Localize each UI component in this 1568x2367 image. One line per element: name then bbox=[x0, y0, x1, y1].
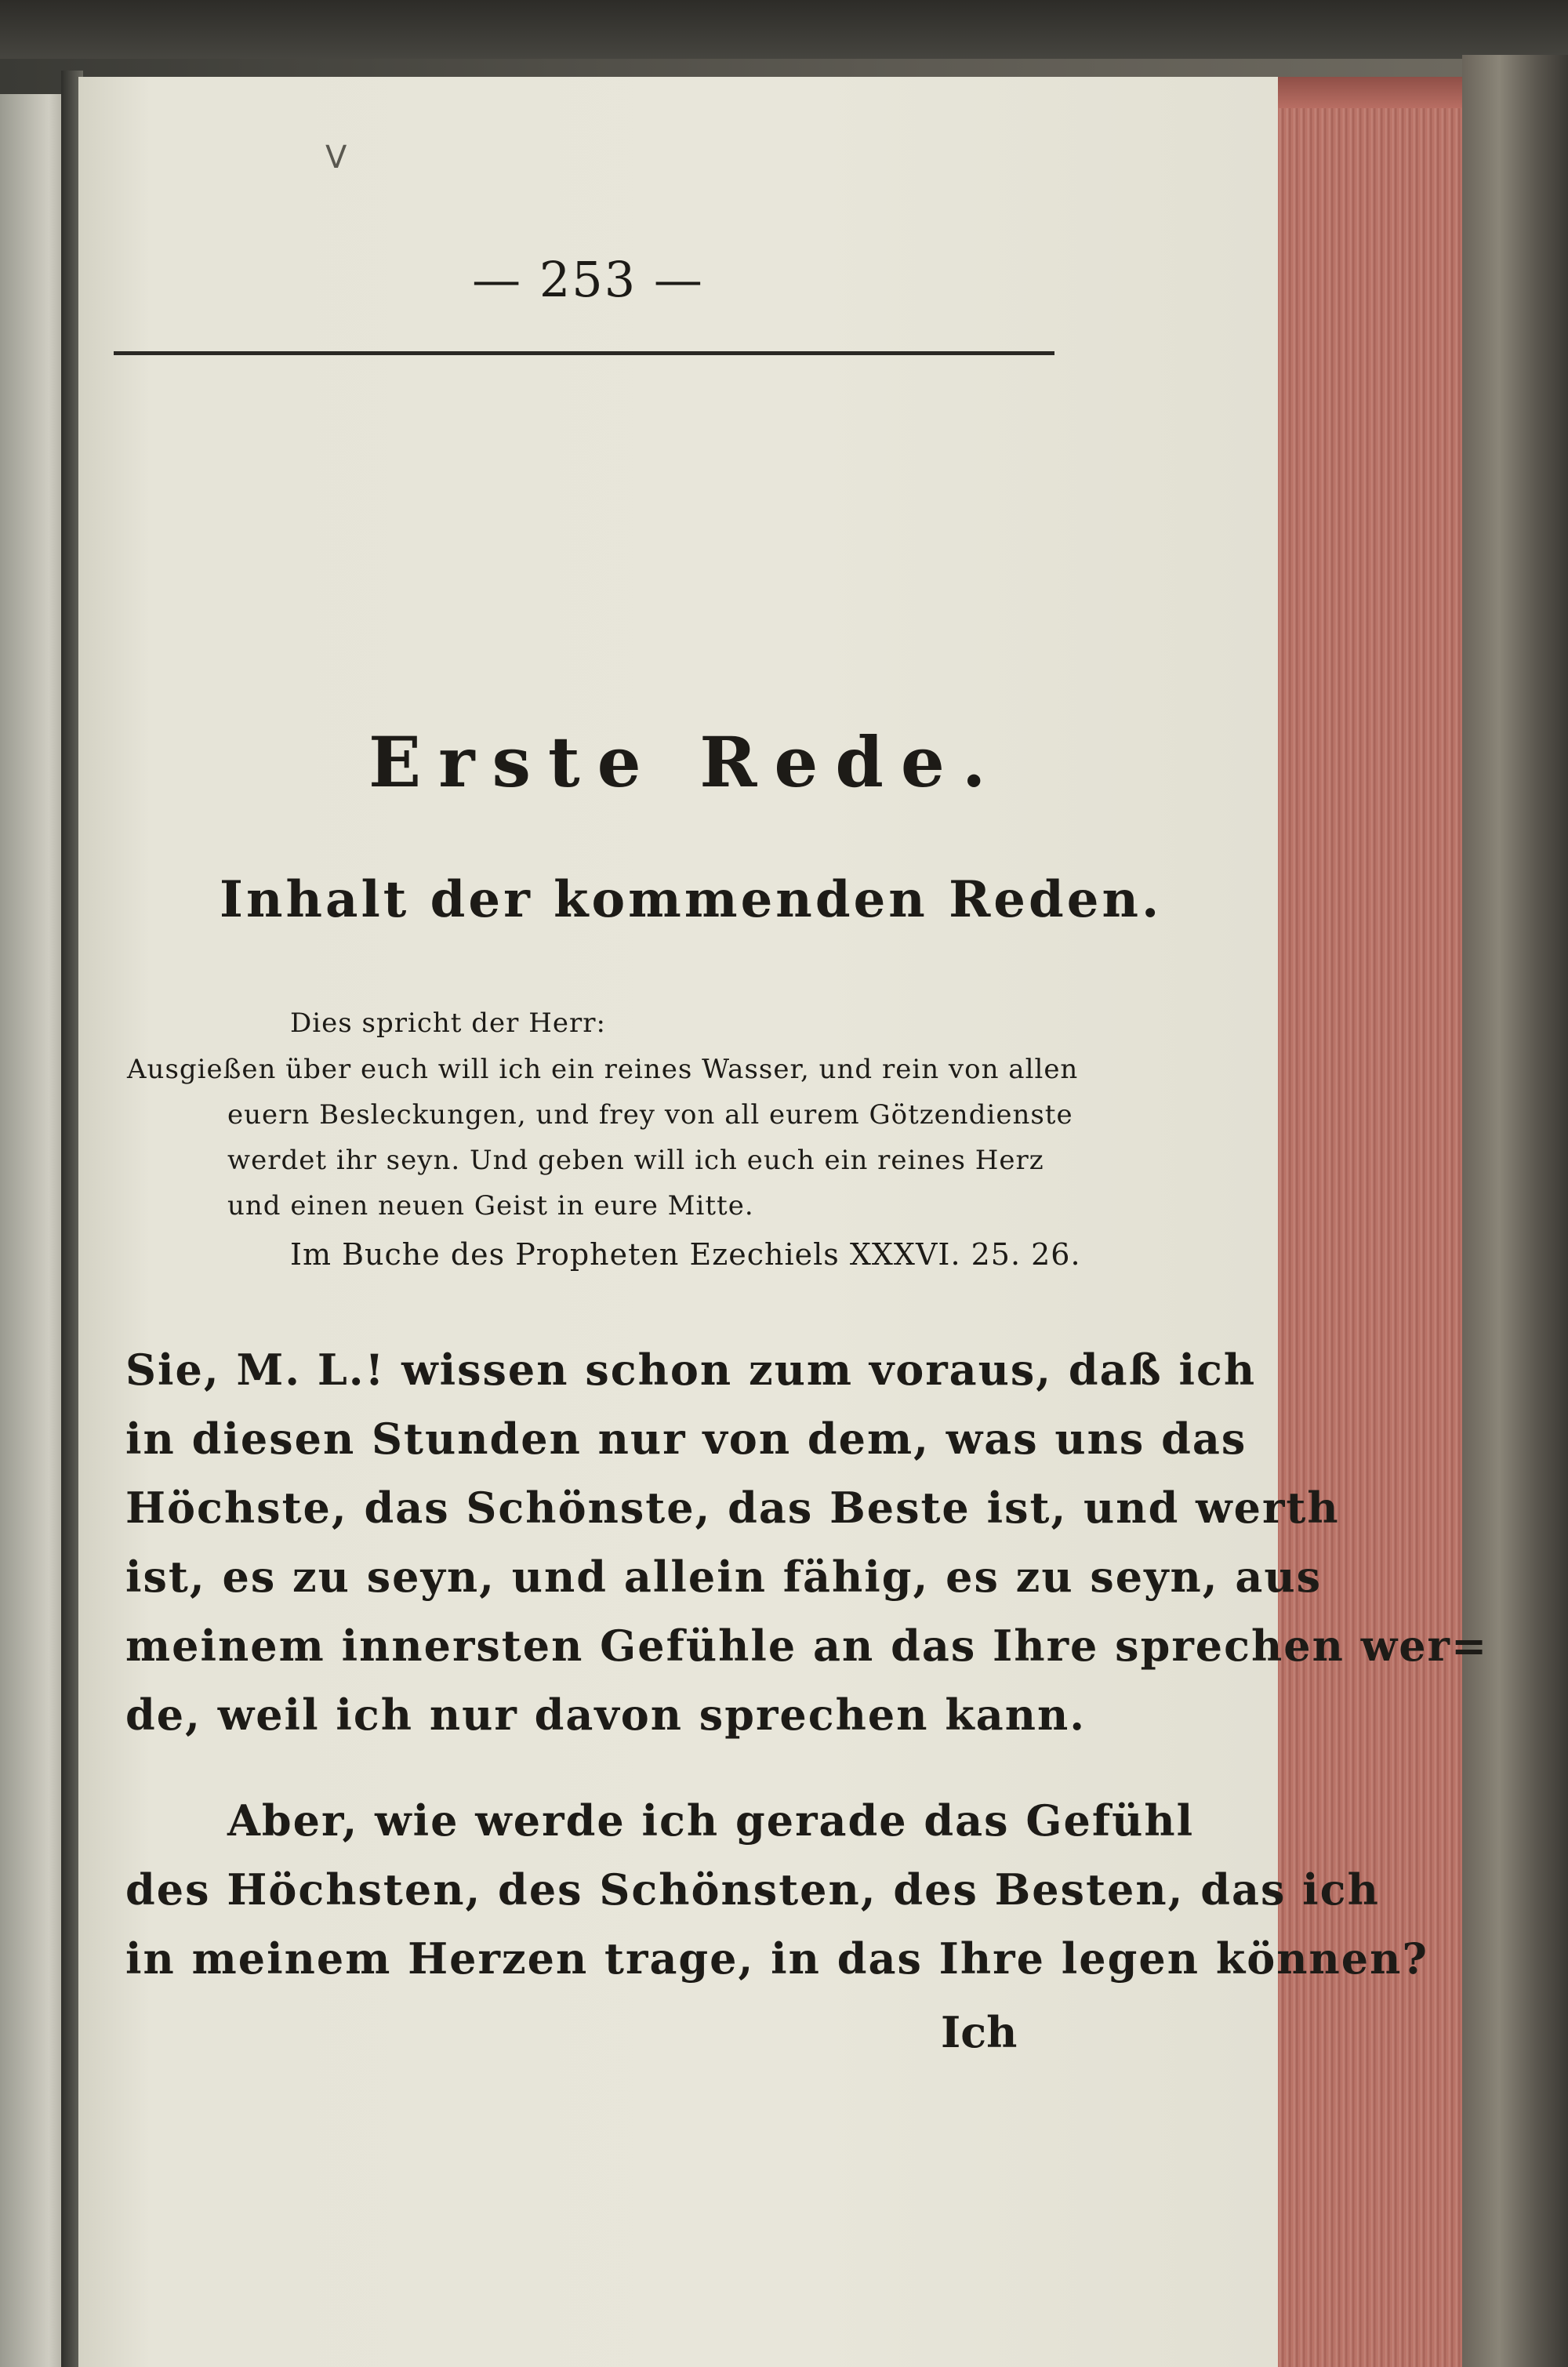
body-line: des Höchsten, des Schönsten, des Besten, das ich bbox=[125, 1864, 1380, 1915]
page-fore-edge bbox=[1278, 77, 1462, 2367]
body-line: in meinem Herzen trage, in das Ihre legen können? bbox=[125, 1933, 1429, 1984]
body-line: Aber, wie werde ich gerade das Gefühl bbox=[227, 1795, 1195, 1846]
body-line: in diesen Stunden nur von dem, was uns das bbox=[125, 1414, 1247, 1464]
body-line: ist, es zu seyn, und allein fähig, es zu seyn, aus bbox=[125, 1552, 1323, 1602]
pencil-mark: V bbox=[325, 140, 347, 176]
back-board bbox=[1462, 55, 1568, 2367]
quote-line: Dies spricht der Herr: bbox=[290, 1007, 606, 1039]
body-line: meinem innersten Gefühle an das Ihre sprechen wer= bbox=[125, 1621, 1489, 1671]
quote-line: werdet ihr seyn. Und geben will ich euch ein reines Herz bbox=[227, 1145, 1044, 1176]
fore-edge-top-shadow bbox=[1278, 77, 1462, 108]
quote-line: euern Besleckungen, und frey von all eurem Götzendienste bbox=[227, 1099, 1073, 1131]
left-page-edge bbox=[0, 94, 61, 2367]
body-line: Sie, M. L.! wissen schon zum voraus, daß ich bbox=[125, 1345, 1257, 1395]
chapter-subheading: Inhalt der kommenden Reden. bbox=[220, 870, 1163, 929]
chapter-heading: Erste Rede. bbox=[368, 721, 1004, 803]
catchword: Ich bbox=[941, 2007, 1018, 2057]
book-page bbox=[78, 77, 1278, 2367]
header-rule bbox=[114, 351, 1054, 355]
body-line: Höchste, das Schönste, das Beste ist, und werth bbox=[125, 1483, 1340, 1533]
body-line: de, weil ich nur davon sprechen kann. bbox=[125, 1690, 1087, 1740]
quote-source: Im Buche des Propheten Ezechiels XXXVI. 25. 26. bbox=[290, 1237, 1081, 1272]
quote-line: und einen neuen Geist in eure Mitte. bbox=[227, 1190, 754, 1222]
quote-line: Ausgießen über euch will ich ein reines Wasser, und rein von allen bbox=[127, 1054, 1079, 1085]
page-number: — 253 — bbox=[472, 251, 704, 308]
